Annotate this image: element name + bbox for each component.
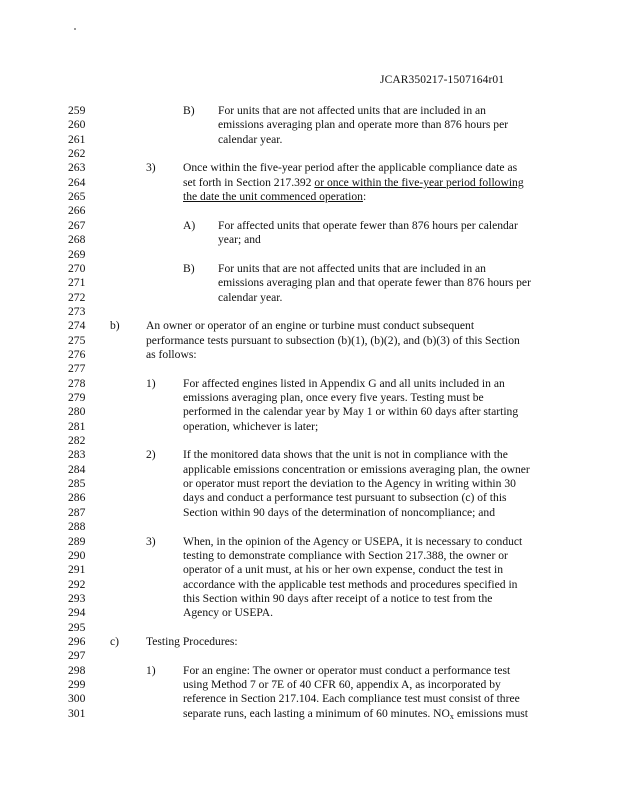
line-number: 259 [68, 104, 86, 117]
line-number: 283 [68, 448, 86, 462]
line-text: accordance with the applicable test methods and procedures specified in [183, 577, 518, 591]
document-line [0, 477, 618, 491]
line-number: 290 [68, 548, 86, 562]
line-text: days and conduct a performance test pursuant to subsection (c) of this [183, 491, 507, 505]
document-line [0, 248, 618, 262]
line-number: 297 [68, 649, 86, 663]
line-text: An owner or operator of an engine or turbine must conduct subsequent [146, 319, 475, 333]
line-text: applicable emissions concentration or emissions averaging plan, the owner [183, 462, 530, 476]
line-number: 292 [68, 577, 86, 591]
document-line [0, 621, 618, 635]
line-text: operator of a unit must, at his or her own expense, conduct the test in [183, 563, 504, 577]
document-line [0, 578, 618, 592]
line-number: 272 [68, 290, 86, 304]
list-label: 1) [146, 376, 156, 390]
line-number: 280 [68, 405, 86, 419]
line-text: performance tests pursuant to subsection (b)(1), (b)(2), and (b)(3) of this Section [146, 333, 520, 347]
line-number: 265 [68, 190, 86, 204]
list-label: B) [183, 261, 195, 275]
line-text: Once within the five-year period after the applicable compliance date as [183, 161, 518, 175]
line-number: 270 [68, 261, 86, 275]
line-number: 277 [68, 362, 86, 376]
line-text: Testing Procedures: [146, 634, 238, 648]
document-line [0, 520, 618, 534]
document-line [0, 535, 618, 549]
inserted-text: the date the unit commenced operation [183, 190, 363, 204]
document-line [0, 334, 618, 348]
list-label: A) [183, 218, 196, 232]
line-text: For an engine: The owner or operator must conduct a performance test [183, 663, 511, 677]
document-line [0, 276, 618, 290]
line-number: 284 [68, 462, 86, 476]
document-line [0, 692, 618, 706]
document-line [0, 549, 618, 563]
line-number: 269 [68, 247, 86, 261]
line-number: 298 [68, 663, 86, 677]
document-line [0, 147, 618, 161]
line-text: operation, whichever is later; [183, 419, 319, 433]
list-label: 3) [146, 534, 156, 548]
list-label: 3) [146, 161, 156, 175]
line-number: 288 [68, 520, 86, 534]
line-text-part: set forth in Section 217.392 [183, 175, 315, 189]
line-text: emissions averaging plan and operate more than 876 hours per [218, 118, 509, 132]
document-line [0, 420, 618, 434]
line-number: 293 [68, 591, 86, 605]
document-line [0, 491, 618, 505]
line-text: emissions averaging plan, once every five years. Testing must be [183, 391, 484, 404]
document-line [0, 118, 618, 132]
line-text: For units that are not affected units that are included in an [218, 104, 486, 117]
line-text: For affected engines listed in Appendix G and all units included in an [183, 376, 505, 390]
line-text: Agency or USEPA. [183, 606, 274, 620]
line-number: 273 [68, 304, 86, 318]
line-number: 301 [68, 706, 86, 720]
line-number: 282 [68, 434, 86, 448]
line-text: calendar year. [218, 290, 283, 304]
line-text: calendar year. [218, 132, 283, 146]
line-text-part: : [362, 190, 367, 204]
document-line [0, 133, 618, 147]
line-number: 271 [68, 276, 86, 290]
line-number: 299 [68, 678, 86, 691]
document-line [0, 233, 618, 247]
document-line [0, 104, 618, 118]
document-id: JCAR350217-1507164r01 [380, 74, 505, 86]
line-number: 260 [68, 118, 86, 132]
document-line [0, 405, 618, 419]
line-text: For affected units that operate fewer than 876 hours per calendar [218, 218, 518, 232]
document-line [0, 463, 618, 477]
list-label: 1) [146, 663, 156, 677]
line-number: 294 [68, 606, 86, 620]
line-number: 267 [68, 218, 86, 232]
line-number: 262 [68, 147, 86, 161]
document-line [0, 707, 618, 721]
scan-speck [74, 28, 76, 30]
line-number: 286 [68, 491, 86, 505]
list-label: c) [110, 634, 120, 648]
line-text-part: separate runs, each lasting a minimum of 60 minutes. NO [183, 706, 450, 720]
document-line [0, 161, 618, 175]
line-text [183, 707, 528, 724]
document-line [0, 190, 618, 204]
line-text-part: emissions must [453, 706, 529, 720]
line-text: this Section within 90 days after receipt of a notice to test from the [183, 591, 493, 605]
document-line [0, 649, 618, 663]
line-number: 300 [68, 692, 86, 706]
line-text: For units that are not affected units that are included in an [218, 261, 486, 275]
line-text: using Method 7 or 7E of 40 CFR 60, appendix A, as incorporated by [183, 678, 501, 691]
subscript: x [449, 711, 454, 721]
line-text: testing to demonstrate compliance with Section 217.388, the owner or [183, 548, 508, 562]
list-label: 2) [146, 448, 156, 462]
document-line [0, 592, 618, 606]
document-line [0, 664, 618, 678]
document-line [0, 448, 618, 462]
line-number: 276 [68, 347, 86, 361]
list-label: B) [183, 104, 195, 117]
line-text: year; and [218, 233, 261, 247]
line-text: When, in the opinion of the Agency or USEPA, it is necessary to conduct [183, 534, 523, 548]
document-line [0, 348, 618, 362]
document-line [0, 305, 618, 319]
document-line [0, 606, 618, 620]
line-number: 278 [68, 376, 86, 390]
line-number: 268 [68, 233, 86, 247]
line-text: emissions averaging plan and that operate fewer than 876 hours per [218, 276, 531, 290]
line-text: reference in Section 217.104. Each compliance test must consist of three [183, 692, 520, 706]
document-line [0, 176, 618, 190]
line-text: Section within 90 days of the determination of noncompliance; and [183, 505, 495, 519]
line-number: 264 [68, 175, 86, 189]
document-line [0, 362, 618, 376]
document-line [0, 204, 618, 218]
document-line [0, 319, 618, 333]
inserted-text: or once within the five-year period following [314, 175, 524, 189]
line-text: performed in the calendar year by May 1 or within 60 days after starting [183, 405, 519, 419]
line-number: 296 [68, 634, 86, 648]
document-line [0, 391, 618, 405]
line-number: 291 [68, 563, 86, 577]
document-line [0, 377, 618, 391]
document-line [0, 563, 618, 577]
line-text: as follows: [146, 347, 197, 361]
line-number: 295 [68, 620, 86, 634]
line-text [183, 190, 366, 204]
list-label: b) [110, 319, 120, 333]
document-line [0, 506, 618, 520]
line-number: 279 [68, 391, 86, 404]
line-number: 261 [68, 132, 86, 146]
line-number: 263 [68, 161, 86, 175]
document-line [0, 635, 618, 649]
line-number: 266 [68, 204, 86, 218]
line-number: 287 [68, 505, 86, 519]
document-line [0, 291, 618, 305]
line-text: If the monitored data shows that the unit is not in compliance with the [183, 448, 508, 462]
document-line [0, 262, 618, 276]
line-number: 285 [68, 477, 86, 491]
line-number: 289 [68, 534, 86, 548]
line-number: 281 [68, 419, 86, 433]
line-text [183, 176, 524, 190]
document-line [0, 219, 618, 233]
document-line [0, 678, 618, 692]
line-number: 275 [68, 333, 86, 347]
document-line [0, 434, 618, 448]
line-number: 274 [68, 319, 86, 333]
line-text: or operator must report the deviation to the Agency in writing within 30 [183, 477, 516, 491]
